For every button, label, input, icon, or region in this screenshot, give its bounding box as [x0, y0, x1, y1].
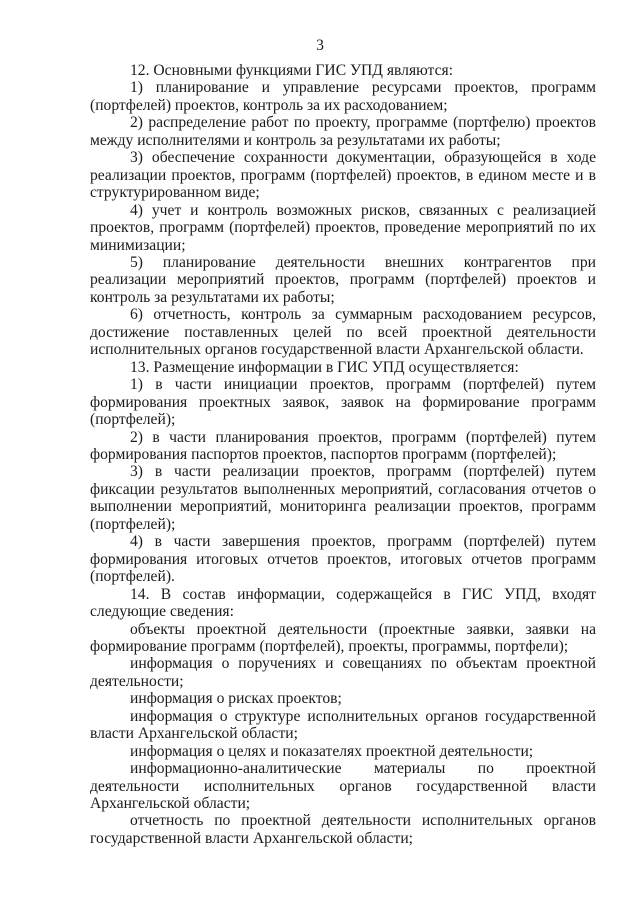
paragraph-13-heading: 13. Размещение информации в ГИС УПД осуществляется:: [130, 358, 519, 376]
paragraph-13-item-2: 2) в части планирования проектов, программ (портфелей) путем формирования паспортов проектов, паспортов программ (портфелей);: [90, 428, 596, 463]
paragraph-14-heading: 14. В состав информации, содержащейся в ГИС УПД, входят следующие сведения:: [90, 585, 596, 621]
paragraph-12-item-4: 4) учет и контроль возможных рисков, связанных с реализацией проектов, программ (портфелей) проектов, проведение мероприятий по их минимизации;: [90, 201, 596, 254]
paragraph-14-item-objects: объекты проектной деятельности (проектные заявки, заявки на формирование программ (портфелей), проекты, программы, портфели);: [90, 620, 596, 655]
paragraph-13-item-4: 4) в части завершения проектов, программ (портфелей) путем формирования итоговых отчетов проектов, итоговых отчетов программ (портфелей).: [90, 533, 596, 586]
paragraph-12-heading: 12. Основными функциями ГИС УПД являются:: [130, 62, 453, 79]
paragraph-13-item-1: 1) в части инициации проектов, программ (портфелей) путем формирования проектных заявок, заявок на формирование программ (портфелей);: [90, 376, 596, 429]
paragraph-14-item-reporting: отчетность по проектной деятельности исполнительных органов государственной власти Архангельской области;: [90, 812, 596, 847]
paragraph-14-item-goals: информация о целях и показателях проектной деятельности;: [130, 742, 534, 760]
paragraph-14-item-risks: информация о рисках проектов;: [130, 690, 342, 708]
paragraph-13-item-3: 3) в части реализации проектов, программ (портфелей) путем фиксации результатов выполненных мероприятий, согласования отчетов о выполнении мероприятий, мониторинга реализации проектов, программ (портфелей);: [90, 463, 596, 533]
page-number: 3: [316, 37, 324, 54]
paragraph-12-item-1: 1) планирование и управление ресурсами проектов, программ (портфелей) проектов, контроль за их расходованием;: [90, 79, 596, 114]
paragraph-12-item-6: 6) отчетность, контроль за суммарным расходованием ресурсов, достижение поставленных целей по всей проектной деятельности исполнительных органов государственной власти Архангельской области.: [90, 306, 596, 359]
paragraph-14-item-structure: информация о структуре исполнительных органов государственной власти Архангельской области;: [90, 707, 596, 743]
paragraph-14-item-analytics: информационно-аналитические материалы по проектной деятельности исполнительных органов государственной власти Архангельской области;: [90, 760, 596, 813]
paragraph-12-item-3: 3) обеспечение сохранности документации, образующейся в ходе реализации проектов, программ (портфелей) проектов, в едином месте и в структурированном виде;: [90, 149, 596, 202]
paragraph-12-item-2: 2) распределение работ по проекту, программе (портфелю) проектов между исполнителями и контроль за результатами их работы;: [90, 114, 596, 149]
document-body: [90, 62, 596, 847]
paragraph-12-item-5: 5) планирование деятельности внешних контрагентов при реализации мероприятий проектов, программ (портфелей) проектов и контроль за результатами их работы;: [90, 253, 596, 306]
paragraph-14-item-orders: информация о поручениях и совещаниях по объектам проектной деятельности;: [90, 655, 596, 690]
